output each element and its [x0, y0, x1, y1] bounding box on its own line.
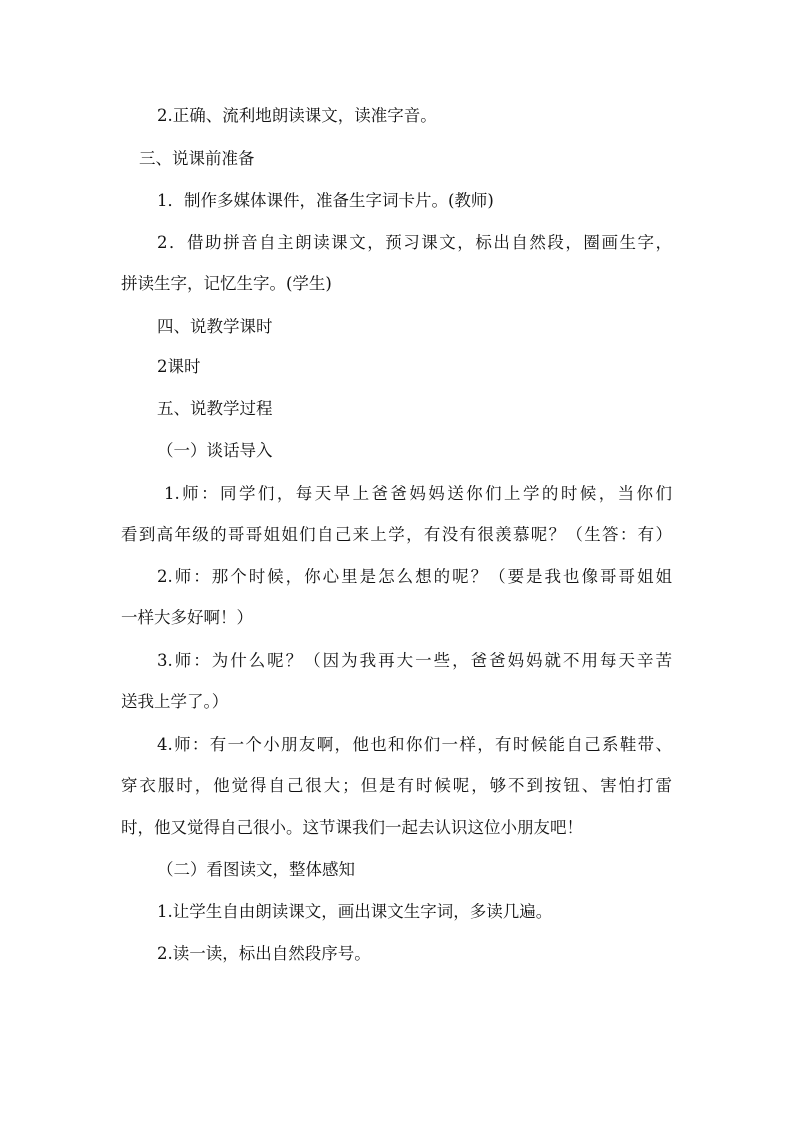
text-line: 拼读生字，记忆生字。(学生)	[121, 274, 332, 293]
section-heading: 三、说课前准备	[139, 149, 255, 168]
text-line: 穿衣服时，他觉得自己很大；但是有时候呢，够不到按钮、害怕打雷	[121, 776, 672, 795]
text-line: 1.师：同学们，每天早上爸爸妈妈送你们上学的时候，当你们	[164, 484, 672, 503]
text-line: 送我上学了。）	[121, 692, 229, 711]
text-line: 4.师：有一个小朋友啊，他也和你们一样，有时候能自己系鞋带、	[157, 735, 672, 754]
text-line: 3.师：为什么呢？（因为我再大一些，爸爸妈妈就不用每天辛苦	[157, 651, 672, 670]
text-line: 2课时	[157, 357, 201, 376]
text-line: 时，他又觉得自己很小。这节课我们一起去认识这位小朋友吧！	[121, 818, 583, 837]
text-line: 看到高年级的哥哥姐姐们自己来上学，有没有很羡慕呢？（生答：有）	[121, 525, 672, 544]
text-line: 2.读一读，标出自然段序号。	[157, 944, 371, 963]
text-line: 一样大多好啊！）	[121, 608, 253, 627]
section-heading: 五、说教学过程	[157, 399, 273, 418]
text-line: 2．借助拼音自主朗读课文，预习课文，标出自然段，圈画生字，	[157, 233, 672, 252]
section-heading: 四、说教学课时	[157, 317, 273, 336]
text-line: 2.正确、流利地朗读课文，读准字音。	[157, 106, 437, 125]
text-line: 1.让学生自由朗读课文，画出课文生字词，多读几遍。	[157, 902, 553, 921]
subsection-heading: （一）谈话导入	[157, 441, 273, 460]
text-line: 1．制作多媒体课件，准备生字词卡片。(教师)	[157, 191, 494, 210]
text-line: 2.师：那个时候，你心里是怎么想的呢？（要是我也像哥哥姐姐	[157, 567, 672, 586]
subsection-heading: （二）看图读文，整体感知	[157, 860, 355, 879]
